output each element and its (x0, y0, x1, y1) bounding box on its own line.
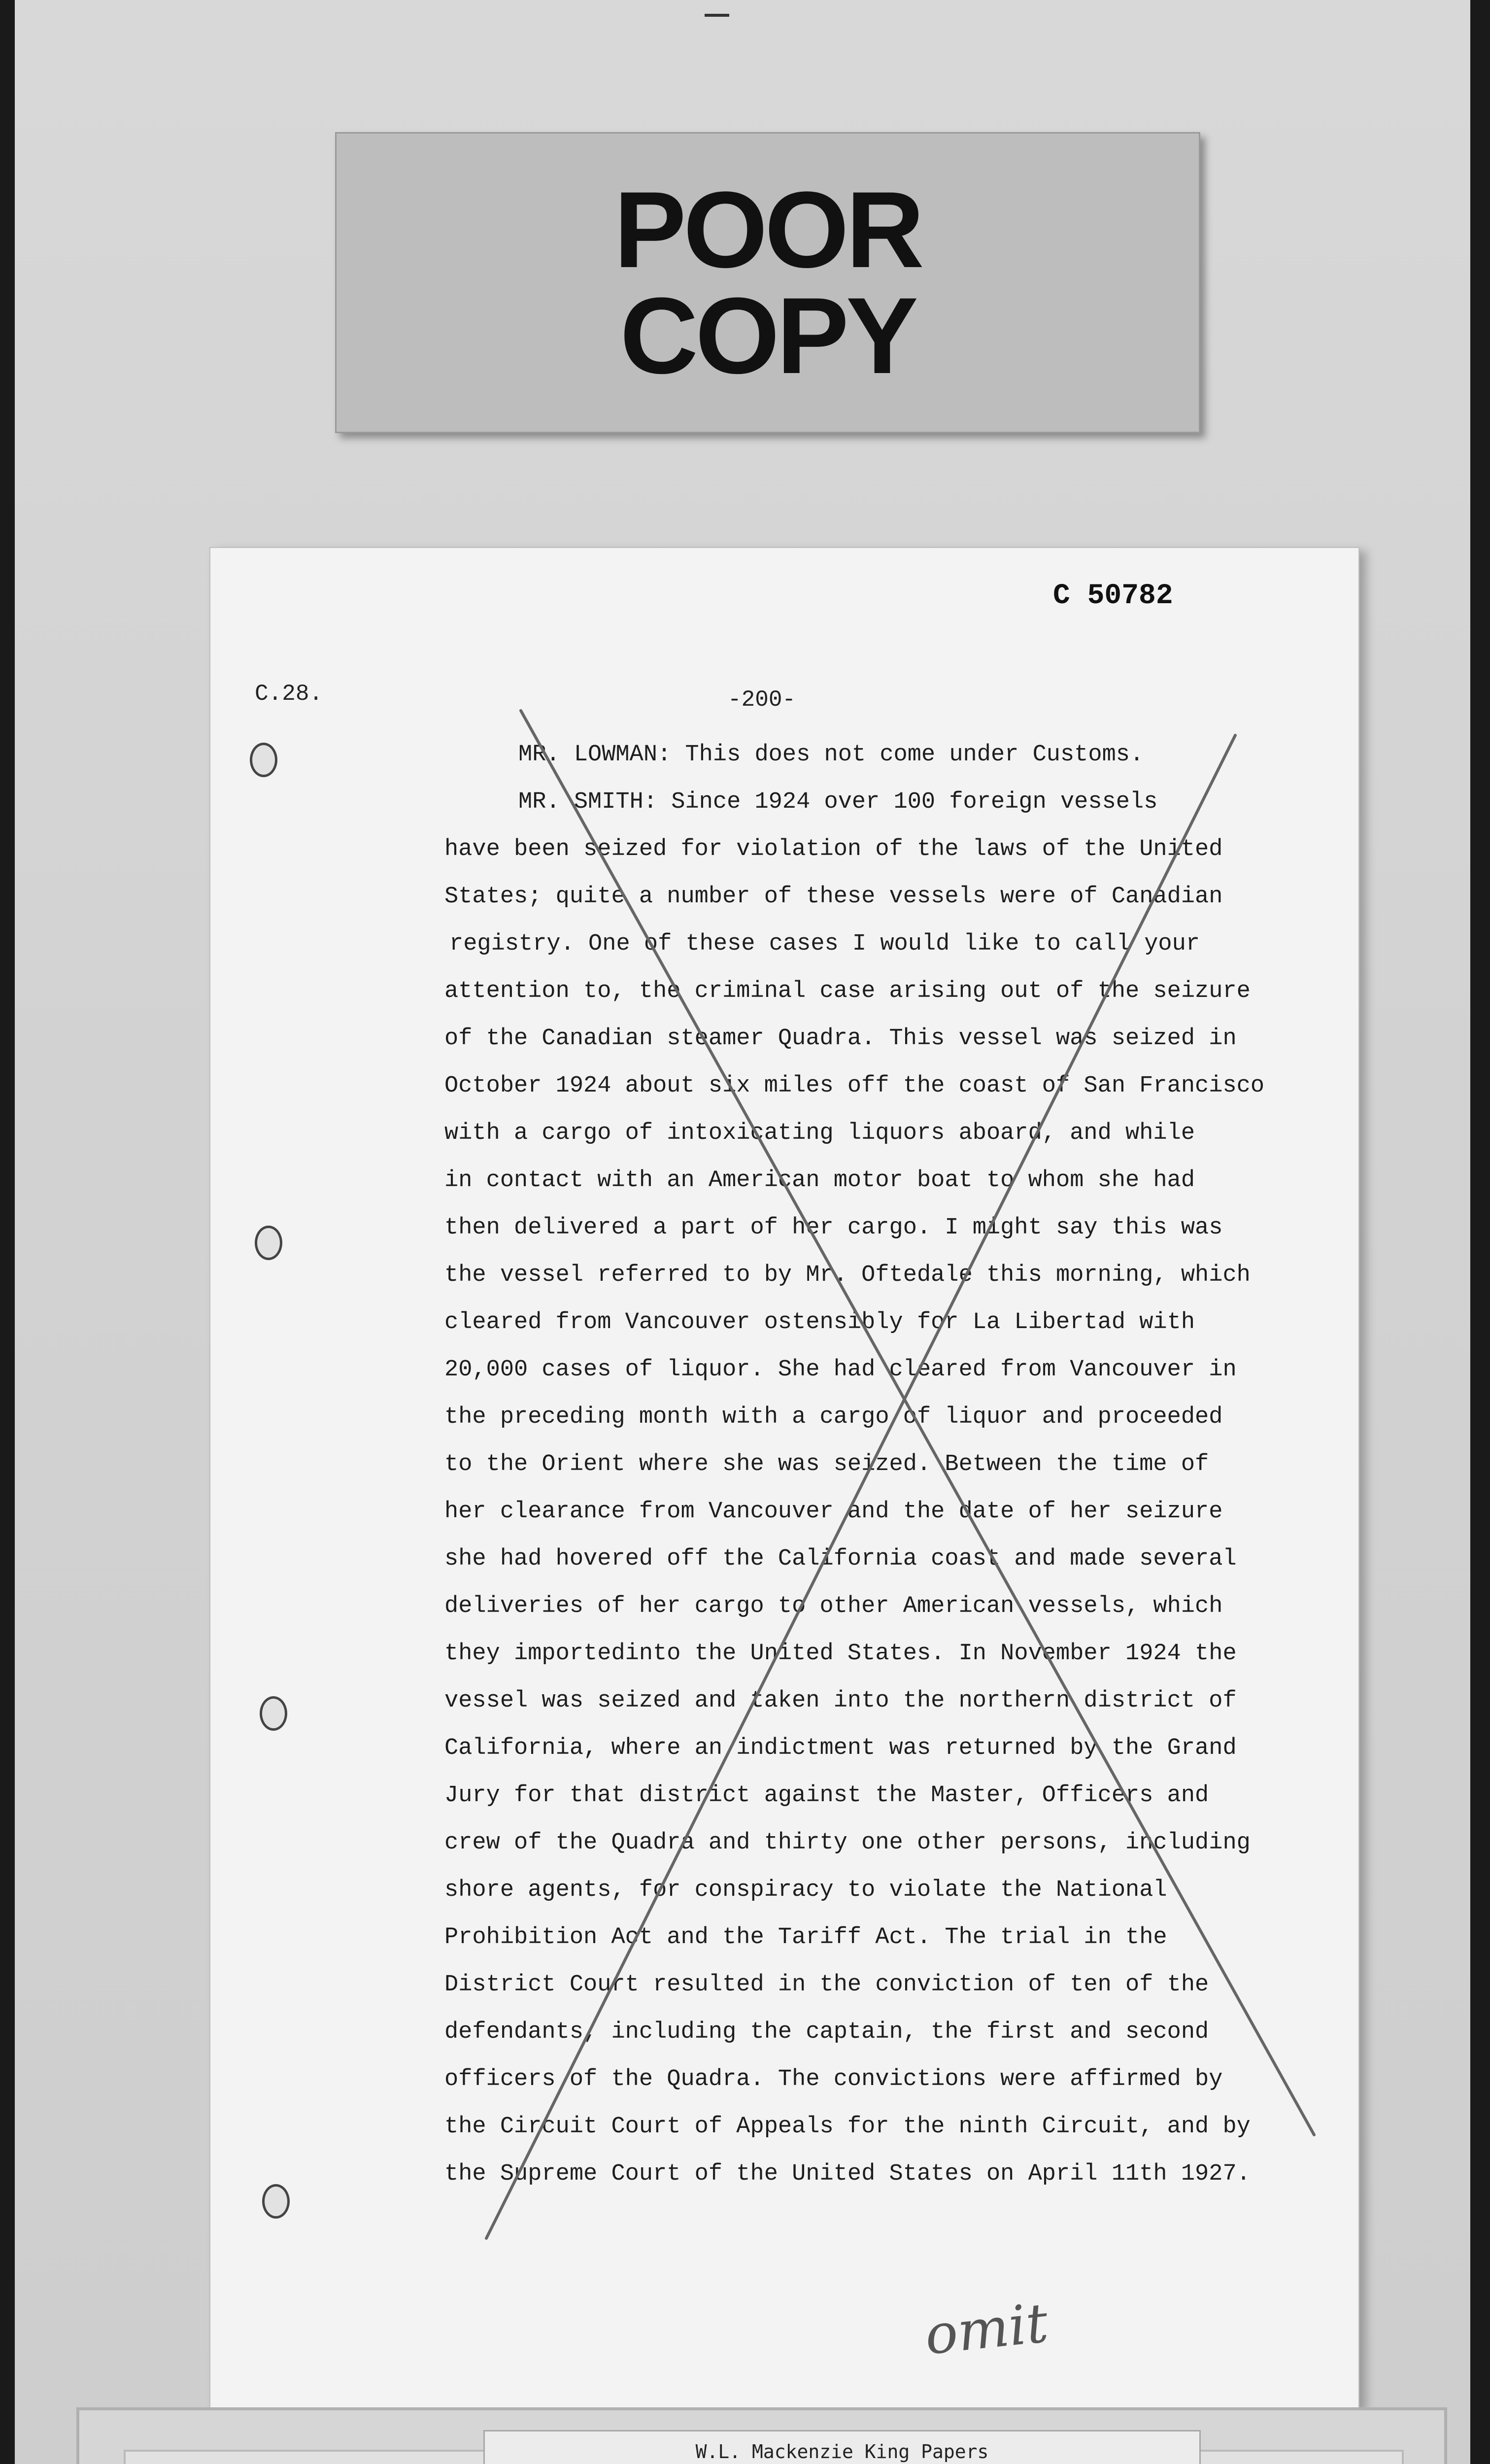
film-edge-left (0, 0, 15, 2464)
text-line: her clearance from Vancouver and the date of her seizure (444, 1499, 1223, 1525)
text-line: in contact with an American motor boat to whom she had (444, 1167, 1195, 1194)
text-line: California, where an indictment was returned by the Grand (444, 1735, 1237, 1761)
text-line: vessel was seized and taken into the northern district of (444, 1688, 1237, 1714)
text-line: the vessel referred to by Mr. Oftedale this morning, which (444, 1262, 1251, 1288)
text-line: with a cargo of intoxicating liquors aboard, and while (444, 1120, 1195, 1146)
archive-stamp (76, 2407, 1447, 2464)
text-line: 20,000 cases of liquor. She had cleared from Vancouver in (444, 1357, 1237, 1383)
text-line: States; quite a number of these vessels were of Canadian (444, 884, 1223, 910)
collection-name: W.L. Mackenzie King Papers (695, 2441, 989, 2463)
poor-copy-line1: POOR (614, 169, 921, 290)
text-line: attention to, the criminal case arising out of the seizure (444, 978, 1251, 1004)
collection-label (483, 2430, 1201, 2464)
text-line: MR. LOWMAN: This does not come under Customs. (518, 742, 1144, 768)
poor-copy-banner (335, 132, 1200, 433)
pencil-strike-through (210, 548, 1358, 2408)
text-line: then delivered a part of her cargo. I might say this was (444, 1215, 1223, 1241)
text-line: to the Orient where she was seized. Between the time of (444, 1451, 1209, 1477)
text-line: Prohibition Act and the Tariff Act. The trial in the (444, 1924, 1167, 1951)
document-page (209, 547, 1359, 2409)
text-line: officers of the Quadra. The convictions were affirmed by (444, 2066, 1223, 2092)
text-line: MR. SMITH: Since 1924 over 100 foreign vessels (518, 789, 1158, 815)
file-code: C.28. (255, 681, 323, 707)
text-line: they importedinto the United States. In November 1924 the (444, 1641, 1237, 1667)
text-line: October 1924 about six miles off the coast of San Francisco (444, 1073, 1265, 1099)
text-line: she had hovered off the California coast and made several (444, 1546, 1237, 1572)
text-line: Jury for that district against the Master, Officers and (444, 1782, 1209, 1809)
text-line: of the Canadian steamer Quadra. This vessel was seized in (444, 1026, 1237, 1052)
text-line: the Circuit Court of Appeals for the ninth Circuit, and by (444, 2114, 1251, 2140)
text-line: shore agents, for conspiracy to violate the National (444, 1877, 1167, 1903)
film-mark (705, 14, 729, 17)
reference-number: C 50782 (1053, 580, 1173, 612)
text-line: the Supreme Court of the United States on April 11th 1927. (444, 2161, 1251, 2187)
poor-copy-line2: COPY (620, 274, 915, 396)
text-line: deliveries of her cargo to other American vessels, which (444, 1593, 1223, 1619)
page-number: -200- (728, 687, 796, 713)
text-line: have been seized for violation of the laws of the United (444, 836, 1223, 862)
strike-line-1 (521, 711, 1314, 2135)
text-line: registry. One of these cases I would like to call your (449, 931, 1200, 957)
text-line: cleared from Vancouver ostensibly for La Libertad with (444, 1309, 1195, 1335)
text-line: District Court resulted in the conviction of ten of the (444, 1972, 1209, 1998)
text-line: defendants, including the captain, the first and second (444, 2019, 1209, 2045)
strike-line-2 (486, 735, 1235, 2238)
text-line: the preceding month with a cargo of liquor and proceeded (444, 1404, 1223, 1430)
handwritten-note: omit (921, 2291, 1051, 2367)
text-line: crew of the Quadra and thirty one other persons, including (444, 1830, 1251, 1856)
film-edge-right (1470, 0, 1490, 2464)
